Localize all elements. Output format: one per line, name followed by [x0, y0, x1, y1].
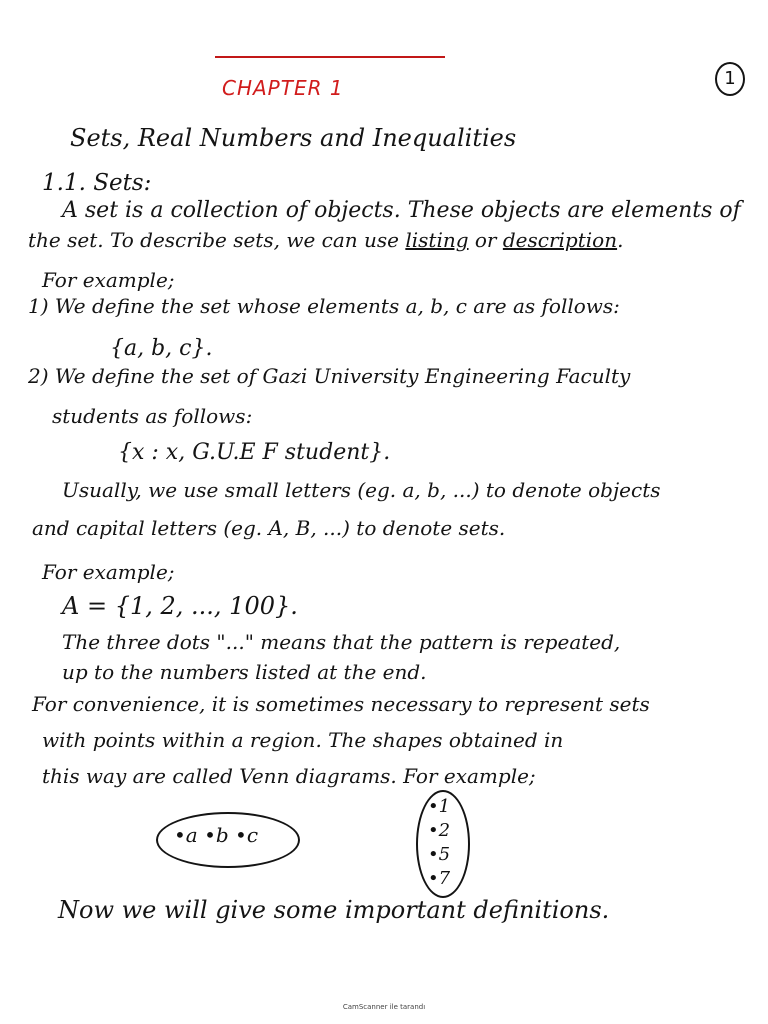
example-2-line-2: students as follows:: [52, 404, 253, 428]
section-heading: 1.1. Sets:: [42, 170, 152, 196]
listing-term: listing: [405, 228, 469, 252]
venn-element: •2: [428, 820, 451, 841]
or-word: or: [474, 228, 497, 252]
scanner-footer: CamScanner ile tarandı: [342, 1003, 426, 1011]
three-dots-line-1: The three dots "..." means that the pattern is repeated,: [62, 630, 621, 654]
venn-intro-line-3: this way are called Venn diagrams. For example;: [42, 764, 536, 788]
set-definition-line-2: [28, 228, 623, 252]
example-1-set: {a, b, c}.: [110, 336, 213, 361]
description-term: description: [502, 228, 618, 252]
page-number: 1: [715, 62, 745, 96]
period: .: [617, 228, 624, 252]
venn-intro-line-2: with points within a region. The shapes obtained in: [42, 728, 564, 752]
chapter-heading: CHAPTER 1: [222, 76, 344, 100]
venn-element: •1: [428, 796, 451, 817]
set-definition-line-1: A set is a collection of objects. These objects are elements of: [62, 198, 741, 223]
set-a: A = {1, 2, ..., 100}.: [62, 592, 298, 620]
example-intro-2: For example;: [42, 560, 175, 584]
notation-line-2: and capital letters (eg. A, B, ...) to denote sets.: [32, 516, 506, 540]
venn-intro-line-1: For convenience, it is sometimes necessary to represent sets: [32, 692, 650, 716]
closing-line: Now we will give some important definitions.: [58, 896, 610, 924]
example-1-line: 1) We define the set whose elements a, b, c are as follows:: [28, 294, 620, 318]
three-dots-line-2: up to the numbers listed at the end.: [62, 660, 427, 684]
venn-diagram-abc-elements: •a •b •c: [174, 823, 259, 847]
example-intro: For example;: [42, 268, 175, 292]
set-definition-text: the set. To describe sets, we can use: [28, 228, 399, 252]
red-rule-line: [215, 56, 445, 58]
notation-line-1: Usually, we use small letters (eg. a, b, ...) to denote objects: [62, 478, 661, 502]
example-2-line-1: 2) We define the set of Gazi University Engineering Faculty: [28, 364, 631, 388]
page-title: Sets, Real Numbers and Inequalities: [70, 124, 517, 152]
venn-element: •5: [428, 844, 451, 865]
example-2-set: {x : x, G.U.E F student}.: [118, 440, 391, 465]
venn-element: •7: [428, 868, 451, 889]
venn-diagram-numbers-elements: [428, 795, 458, 891]
